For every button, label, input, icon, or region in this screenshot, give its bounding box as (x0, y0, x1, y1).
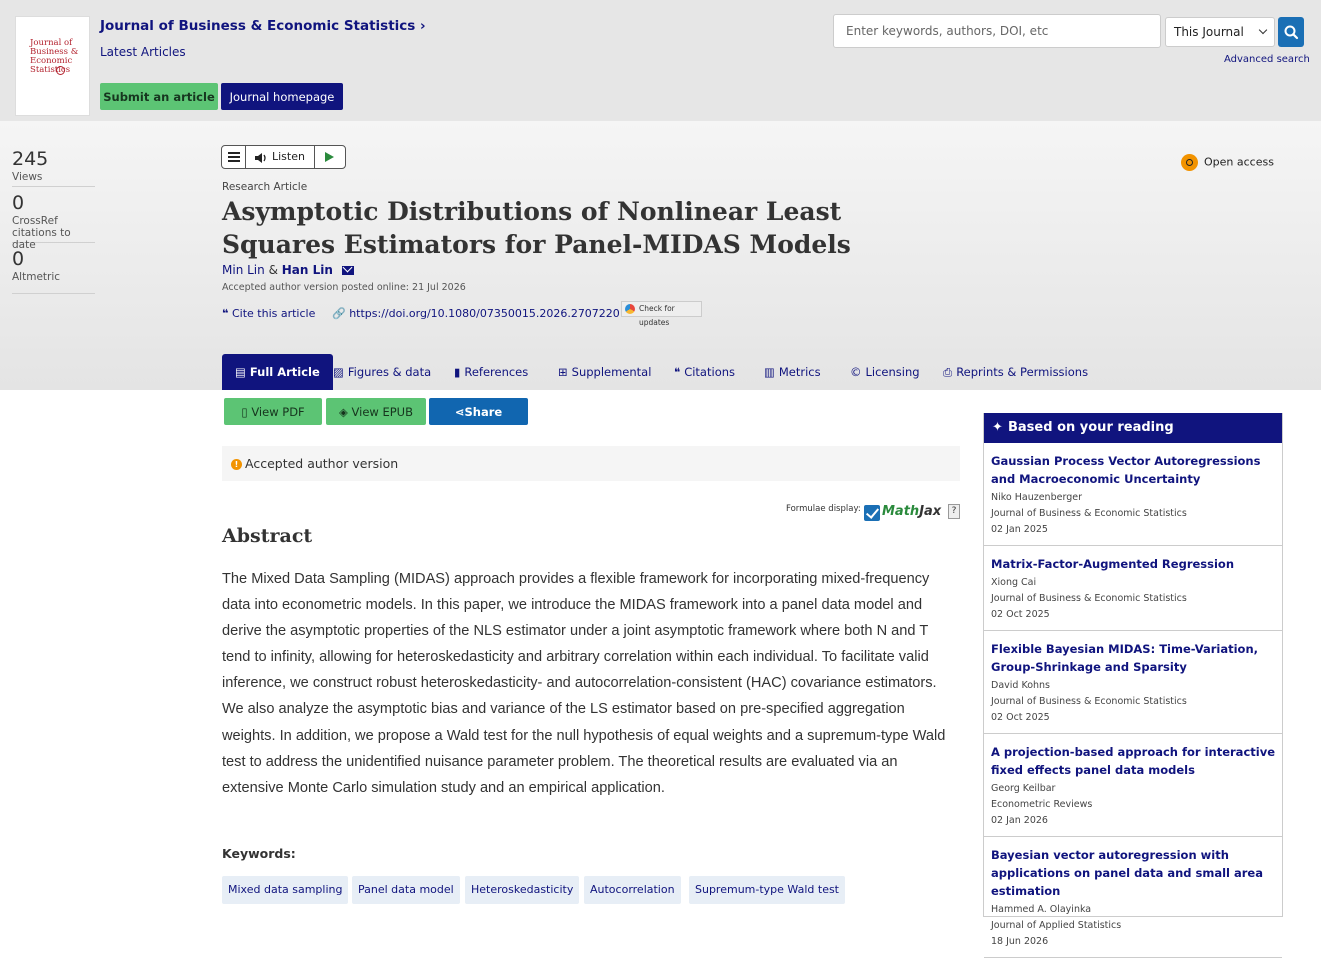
metric-crossref (12, 192, 95, 251)
tab-licensing[interactable]: © Licensing (850, 354, 920, 390)
chevron-right-icon: › (420, 18, 426, 34)
recommended-article-journal: Journal of Applied Statistics (991, 920, 1122, 931)
accepted-version-notice: ! Accepted author version (222, 446, 960, 481)
metric-label: CrossRef citations to date (12, 215, 71, 251)
sparkle-icon: ✦ (992, 420, 1003, 435)
metric-altmetric[interactable] (12, 249, 95, 294)
recommended-article (984, 546, 1282, 631)
search-scope-select[interactable] (1165, 17, 1275, 47)
recommended-article-title[interactable]: Matrix-Factor-Augmented Regression (991, 557, 1235, 571)
keyword-link[interactable]: Supremum-type Wald test (689, 876, 845, 904)
search-icon (1278, 17, 1304, 47)
search-input[interactable] (833, 14, 1161, 48)
document-icon: ▤ (235, 365, 246, 379)
author-list (222, 263, 354, 277)
author-link[interactable]: Han Lin (281, 263, 333, 277)
share-button[interactable]: ⋖Share (429, 398, 528, 425)
cite-article-link[interactable]: ❝ Cite this article (222, 307, 316, 320)
info-icon: ! (231, 459, 242, 470)
mathjax-help-button[interactable]: ? (948, 504, 960, 519)
metric-views (12, 149, 95, 187)
link-icon: 🔗 (332, 307, 346, 320)
email-icon[interactable] (342, 266, 354, 275)
article-type: Research Article (222, 181, 308, 193)
keyword-link[interactable]: Heteroskedasticity (465, 876, 579, 904)
journal-cover-image[interactable] (15, 16, 90, 116)
journal-title-link[interactable]: Journal of Business & Economic Statistics › (100, 18, 426, 34)
recommended-article-title[interactable]: A projection-based approach for interactive fixed effects panel data models (991, 745, 1275, 777)
pdf-icon: ▯ (241, 404, 248, 419)
open-access-icon (1181, 154, 1198, 171)
keyword-link[interactable]: Mixed data sampling (222, 876, 348, 904)
metric-value: 0 (12, 248, 25, 270)
copyright-icon: © (850, 365, 862, 379)
formulae-display-label: Formulae display: (786, 504, 861, 514)
cover-title: Journal of Business & Economic Statistics (30, 38, 79, 75)
listen-button[interactable]: Listen (272, 150, 305, 163)
view-epub-button[interactable]: ◈ View EPUB (326, 398, 426, 425)
article-title: Asymptotic Distributions of Nonlinear Least Squares Estimators for Panel-MIDAS Models (222, 197, 851, 259)
metric-value: 0 (12, 192, 25, 214)
recommended-article-author: Hammed A. Olayinka (991, 904, 1092, 915)
listen-menu-button[interactable] (222, 146, 246, 168)
quote-icon: ❝ (222, 307, 229, 320)
print-icon: ⎙ (943, 365, 953, 379)
listen-widget (221, 145, 346, 169)
mathjax-logo: MathJax (882, 504, 942, 519)
abstract-heading: Abstract (222, 525, 313, 547)
recommended-article-title[interactable]: Bayesian vector autoregression with applications on panel data and small area estimation (991, 848, 1263, 898)
mathjax-checkbox[interactable] (864, 505, 880, 521)
search-button[interactable] (1278, 17, 1304, 47)
recommended-article-author: Niko Hauzenberger (991, 492, 1082, 503)
keyword-link[interactable]: Panel data model (352, 876, 460, 904)
recommended-article-date: 02 Oct 2025 (991, 712, 1050, 723)
keywords-heading: Keywords: (222, 846, 296, 861)
journal-homepage-button[interactable]: Journal homepage (221, 83, 343, 110)
recommended-article-author: Xiong Cai (991, 577, 1037, 588)
recommended-article-journal: Journal of Business & Economic Statistics (991, 696, 1187, 707)
author-link[interactable]: Min Lin (222, 263, 265, 277)
recommended-article-title[interactable]: Gaussian Process Vector Autoregressions and Macroeconomic Uncertainty (991, 454, 1261, 486)
submit-article-button[interactable]: Submit an article (100, 83, 218, 110)
recommended-article (984, 443, 1282, 546)
recommended-article-title[interactable]: Flexible Bayesian MIDAS: Time-Variation, Group-Shrinkage and Sparsity (991, 642, 1258, 674)
recommended-article-author: Georg Keilbar (991, 783, 1056, 794)
speaker-icon (254, 152, 268, 164)
image-icon: ▨ (333, 365, 344, 379)
recommended-article-journal: Journal of Business & Economic Statistics (991, 508, 1187, 519)
metric-value: 245 (12, 148, 49, 170)
recommended-article-date: 02 Oct 2025 (991, 609, 1050, 620)
play-icon[interactable] (325, 152, 334, 162)
keyword-link[interactable]: Autocorrelation (584, 876, 681, 904)
plus-square-icon: ⊞ (558, 365, 568, 379)
recommended-article-journal: Econometric Reviews (991, 799, 1093, 810)
reading-panel-header: ✦ Based on your reading (984, 413, 1282, 443)
recommended-article (984, 734, 1282, 837)
tab-supplemental[interactable]: ⊞ Supplemental (558, 354, 651, 390)
check-for-updates-button[interactable]: Check for updates (621, 301, 702, 317)
book-icon: ▮ (454, 365, 461, 379)
tab-metrics[interactable]: ▥ Metrics (764, 354, 821, 390)
recommended-article-date: 02 Jan 2025 (991, 524, 1048, 535)
abstract-text: The Mixed Data Sampling (MIDAS) approach provides a flexible framework for incorporating mixed-frequency data into econometric models. In this paper, we introduce the MIDAS framework into a panel data model and derive the asymptotic properties of the NLS estimator under a joint asymptotic framework where both N and T tend to infinity, allowing for heteroskedasticity and arbitrary correlation within each individual. To facilitate valid inference, we construct robust heteroskedasticity- and autocorrelation-consistent (HAC) covariance estimators. We also analyze the asymptotic bias and variance of the LS estimator based on pre-specified aggregation weights. In addition, we propose a Wald test for the null hypothesis of equal weights and a supremum-type Wald test to address the unidentified nuisance parameter problem. The theoretical results are evaluated via an extensive Monte Carlo simulation study and an empirical application. (222, 571, 946, 796)
quote-icon: ❝ (674, 365, 681, 379)
view-pdf-button[interactable]: ▯ View PDF (224, 398, 322, 425)
open-access-badge (1181, 154, 1274, 171)
open-access-label: Open access (1204, 155, 1274, 169)
latest-articles-link[interactable]: Latest Articles (100, 45, 186, 59)
recommended-article-date: 02 Jan 2026 (991, 815, 1048, 826)
chevron-down-icon (1259, 26, 1267, 34)
metric-label: Views (12, 171, 43, 183)
recommended-article-journal: Journal of Business & Economic Statistics (991, 593, 1187, 604)
share-icon: ⋖ (454, 404, 465, 419)
cover-seal-icon (56, 66, 65, 75)
posted-date: Accepted author version posted online: 21 Jul 2026 (222, 282, 466, 293)
site-header (0, 0, 1321, 121)
epub-icon: ◈ (339, 404, 348, 419)
bar-chart-icon: ▥ (764, 365, 775, 379)
recommended-article (984, 631, 1282, 734)
doi-link[interactable]: 🔗 https://doi.org/10.1080/07350015.2026.2707220 (332, 307, 620, 320)
tab-reprints-permissions[interactable]: ⎙ Reprints & Permissions (943, 354, 1088, 390)
tab-figures-data[interactable]: ▨ Figures & data (333, 354, 431, 390)
metric-label: Altmetric (12, 271, 61, 283)
advanced-search-link[interactable]: Advanced search (1224, 54, 1310, 65)
search-scope-value: This Journal (1174, 25, 1244, 39)
recommended-article-date: 18 Jun 2026 (991, 936, 1049, 947)
recommended-article (984, 837, 1282, 958)
based-on-reading-panel (983, 413, 1283, 947)
crossmark-icon (625, 304, 635, 314)
tab-full-article[interactable]: ▤ Full Article (222, 354, 333, 390)
recommended-article-author: David Kohns (991, 680, 1051, 691)
tab-citations[interactable]: ❝ Citations (674, 354, 735, 390)
author-separator: & (268, 263, 278, 277)
tab-references[interactable]: ▮ References (454, 354, 528, 390)
